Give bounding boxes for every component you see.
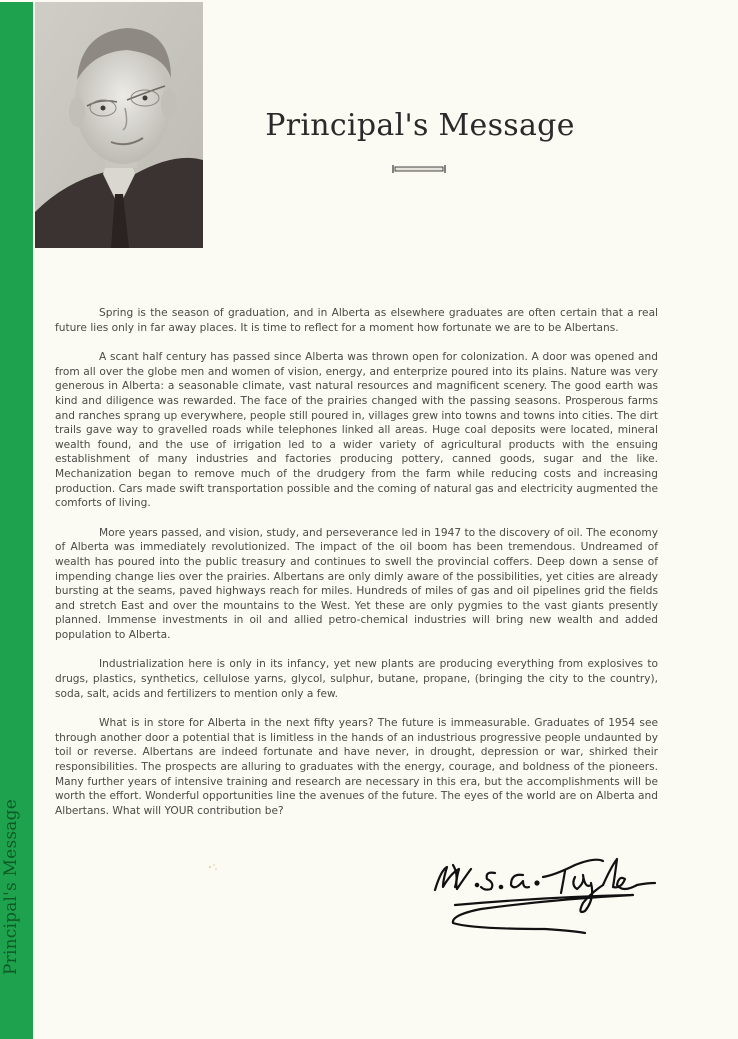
principal-portrait	[35, 2, 203, 248]
paper-speck	[206, 862, 220, 872]
message-paragraph: What is in store for Alberta in the next fifty years? The future is immeasurable. Graduates of 1954 see through another door a potential that is limitless in the hands of an industrious progressive people undaunted by toil or reverse. Albertans are indeed fortunate and have never, in drought, depression or war, shirked their responsibilities. The prospects are alluring to graduates with the energy, courage, and boldness of the pioneers. Many further years of intensive training and research are necessary in this era, but the accomplishments will be worth the effort. Wonderful opportunities line the avenues of the future. The eyes of the world are on Alberta and Albertans. What will YOUR contribution be?	[55, 717, 658, 817]
message-paragraph: More years passed, and vision, study, and perseverance led in 1947 to the discovery of oil. The economy of Alberta was immediately revolutionized. The impact of the oil boom has been tremendous. Undreamed of wealth has poured into the public treasury and continues to swell the provincial coffers. Deep down a sense of impending change lies over the prairies. Albertans are only dimly aware of the possibilities, yet cities are already bursting at the seams, paved highways reach for miles. Hundreds of miles of gas and oil pipelines grid the fields and stretch East and over the mountains to the West. Yet these are only pygmies to the vast giants presently planned. Immense investments in oil and allied petro-chemical industries will bring new wealth and added population to Alberta.	[55, 526, 658, 641]
message-paragraph: Industrialization here is only in its infancy, yet new plants are producing everything from explosives to drugs, plastics, synthetics, cellulose yarns, glycol, sulphur, butane, propane, (bringing the city to the country), soda, salt, acids and fertilizers to mention only a few.	[55, 658, 658, 700]
page-title: Principal's Message	[265, 108, 575, 143]
side-section-label: Principal's Message	[1, 799, 21, 975]
portrait-photo	[35, 2, 203, 248]
principal-signature	[425, 845, 665, 940]
title-ornament-divider	[391, 164, 447, 174]
message-paragraph: Spring is the season of graduation, and in Alberta as elsewhere graduates are often certain that a real future lies only in far away places. It is time to reflect for a moment how fortunate we are to be Albertans.	[55, 307, 658, 334]
message-paragraph: A scant half century has passed since Alberta was thrown open for colonization. A door was opened and from all over the globe men and women of vision, energy, and enterprize poured into its plains. Nature was very generous in Alberta: a seasonable climate, vast natural resources and magnificent scenery. The good earth was kind and diligence was rewarded. The face of the prairies changed with the passing seasons. Prosperous farms and ranches sprang up everywhere, people still poured in, villages grew into towns and towns into cities. The dirt trails gave way to gravelled roads while telephones linked all areas. Huge coal deposits were located, mineral wealth found, and the use of irrigation led to a wider variety of agricultural products with the ensuing establishment of many industries and factories producing pottery, canned goods, sugar and the like. Mechanization began to remove much of the drudgery from the farm while reducing costs and increasing production. Cars made swift transportation possible and the coming of natural gas and electricity augmented the comforts of living.	[55, 351, 658, 510]
message-body	[55, 306, 658, 833]
